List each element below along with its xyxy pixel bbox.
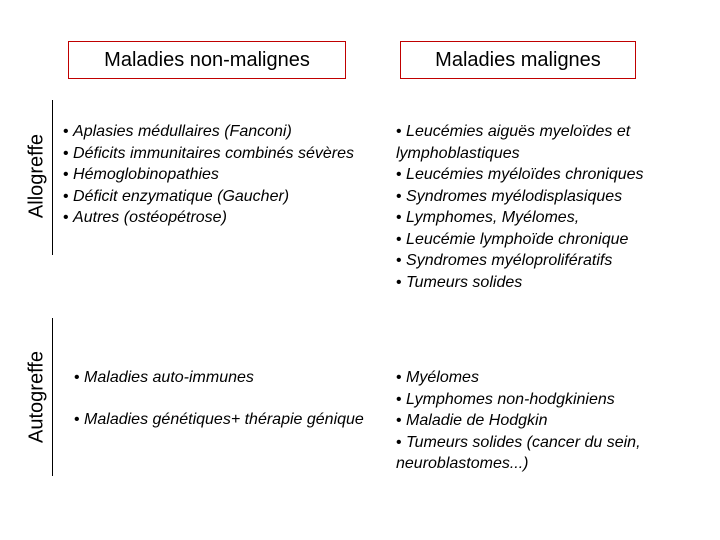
autogreffe-malignant-list	[396, 367, 706, 475]
list-item-text: Maladies génétiques+ thérapie génique	[84, 411, 364, 428]
list-item	[396, 272, 706, 294]
autogreffe-non-malignant-list-2	[74, 409, 374, 431]
list-item-text: Tumeurs solides	[406, 273, 523, 291]
list-item-text: Déficits immunitaires combinés sévères	[73, 144, 355, 162]
list-item-text: Déficit enzymatique (Gaucher)	[73, 187, 290, 205]
list-item	[396, 186, 706, 208]
list-item	[63, 121, 383, 143]
list-item-text: Tumeurs solides (cancer du sein, neuroblastomes...)	[396, 433, 641, 472]
list-item-text: Leucémie lymphoïde chronique	[406, 230, 629, 248]
list-item	[396, 164, 706, 186]
allogreffe-malignant-list	[396, 121, 706, 293]
list-item	[74, 367, 374, 389]
bullet-icon: •	[396, 187, 407, 205]
autogreffe-non-malignant-list-1	[74, 367, 374, 389]
list-item-text: Syndromes myélodisplasiques	[406, 187, 623, 205]
header-malignant	[400, 41, 636, 79]
divider-line-autogreffe	[52, 318, 53, 476]
list-item	[396, 250, 706, 272]
divider-line-allogreffe	[52, 100, 53, 255]
list-item-text: Aplasies médullaires (Fanconi)	[73, 123, 292, 140]
bullet-icon: •	[396, 123, 407, 140]
list-item-text: Leucémies aiguës myeloïdes et lymphoblastiques	[396, 123, 631, 162]
bullet-icon: •	[396, 369, 407, 386]
bullet-icon: •	[63, 209, 74, 226]
list-item	[63, 207, 383, 229]
bullet-icon: •	[396, 433, 407, 451]
list-item-text: Maladies auto-immunes	[84, 369, 254, 386]
allogreffe-non-malignant-list	[63, 121, 383, 229]
bullet-icon: •	[63, 123, 74, 140]
header-malignant-label: Maladies malignes	[435, 48, 601, 71]
bullet-icon: •	[396, 412, 407, 429]
bullet-icon: •	[396, 209, 407, 226]
list-item	[63, 143, 383, 165]
list-item	[396, 432, 706, 475]
list-item	[396, 229, 706, 251]
list-item-text: Lymphomes non-hodgkiniens	[406, 390, 615, 408]
bullet-icon: •	[396, 390, 407, 408]
list-item	[63, 164, 383, 186]
bullet-icon: •	[396, 166, 407, 183]
list-item-text: Leucémies myéloïdes chroniques	[406, 166, 644, 183]
list-item	[396, 389, 706, 411]
row-label-autogreffe: Autogreffe	[25, 351, 48, 443]
list-item-text: Lymphomes, Myélomes,	[406, 209, 580, 226]
list-item	[396, 207, 706, 229]
bullet-icon: •	[396, 230, 407, 248]
bullet-icon: •	[63, 166, 74, 183]
list-item-text: Syndromes myéloprolifératifs	[406, 252, 613, 269]
list-item	[396, 121, 706, 164]
list-item-text: Myélomes	[406, 369, 479, 386]
list-item-text: Hémoglobinopathies	[73, 166, 219, 183]
bullet-icon: •	[396, 273, 407, 291]
row-label-allogreffe: Allogreffe	[25, 133, 48, 219]
list-item-text: Autres (ostéopétrose)	[73, 209, 227, 226]
bullet-icon: •	[396, 252, 407, 269]
header-non-malignant-label: Maladies non-malignes	[104, 48, 310, 71]
header-non-malignant	[68, 41, 346, 79]
list-item	[63, 186, 383, 208]
bullet-icon: •	[63, 144, 74, 162]
list-item	[396, 367, 706, 389]
bullet-icon: •	[63, 187, 74, 205]
list-item	[396, 410, 706, 432]
list-item-text: Maladie de Hodgkin	[406, 412, 548, 429]
bullet-icon: •	[74, 369, 85, 386]
bullet-icon: •	[74, 411, 85, 428]
list-item	[74, 409, 374, 431]
